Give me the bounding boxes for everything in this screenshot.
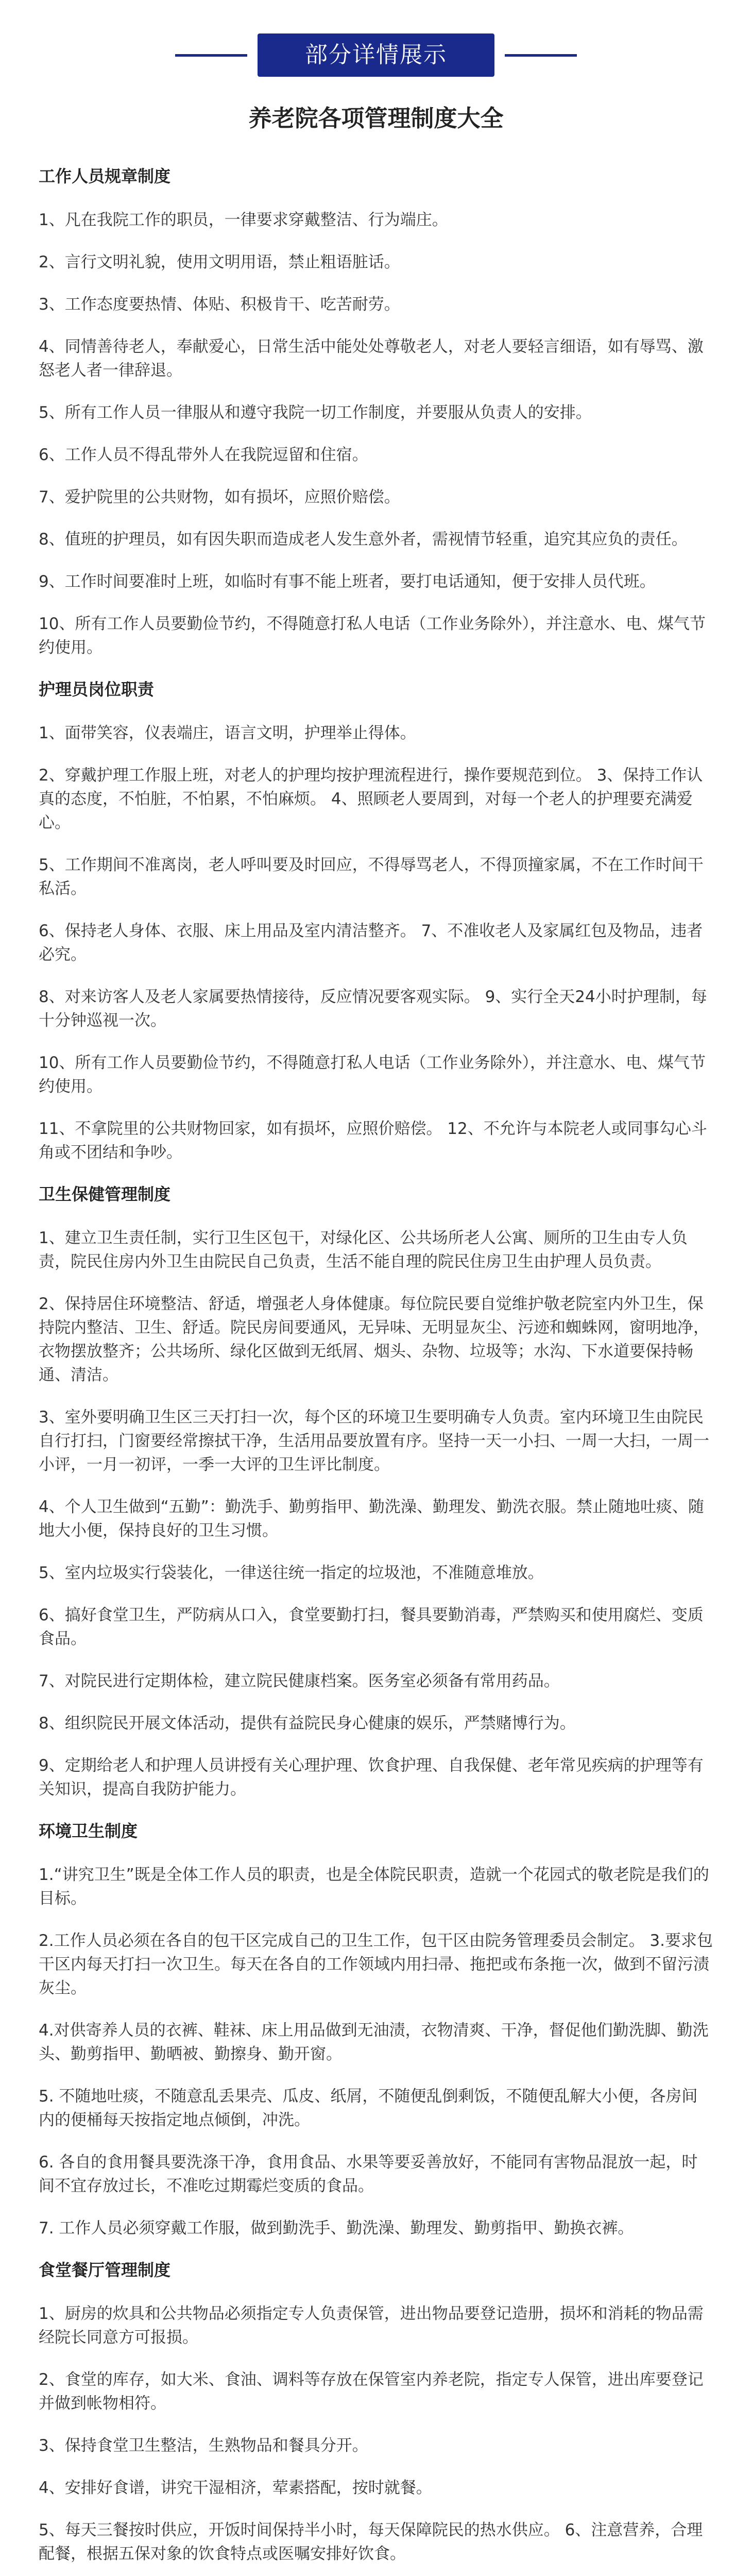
paragraph: 2.工作人员必须在各自的包干区完成自己的卫生工作，包干区由院务管理委员会制定。 3.要求包干区内每天打扫一次卫生。每天在各自的工作领域内用扫帚、拖把或布条拖一次，做到不留污渍灰尘。 [39,1931,713,1997]
paragraph: 4、同情善待老人，奉献爱心，日常生活中能处处尊敬老人，对老人要轻言细语，如有辱骂、激怒老人者一律辞退。 [39,337,704,380]
paragraph: 5、所有工作人员一律服从和遵守我院一切工作制度，并要服从负责人的安排。 [39,403,592,422]
paragraph: 9、定期给老人和护理人员讲授有关心理护理、饮食护理、自我保健、老年常见疾病的护理等有关知识，提高自我防护能力。 [39,1756,704,1799]
section-heading: 工作人员规章制度 [39,166,171,186]
paragraph: 7、对院民进行定期体检，建立院民健康档案。医务室必须备有常用药品。 [39,1672,560,1690]
top-banner [0,28,752,75]
paragraph: 8、组织院民开展文体活动，提供有益院民身心健康的娱乐，严禁赌博行为。 [39,1714,576,1733]
paragraph: 5. 不随地吐痰，不随意乱丢果壳、瓜皮、纸屑，不随便乱倒剩饭，不随便乱解大小便，各房间内的便桶每天按指定地点倾倒，冲洗。 [39,2087,698,2129]
banner-label: 部分详情展示 [258,33,494,77]
paragraph: 4、安排好食谱，讲究干湿相济，荤素搭配，按时就餐。 [39,2479,432,2497]
paragraph: 6、工作人员不得乱带外人在我院逗留和住宿。 [39,446,368,464]
section [39,1820,713,2240]
paragraph: 2、言行文明礼貌，使用文明用语，禁止粗语脏话。 [39,253,400,272]
paragraph: 6、保持老人身体、衣服、床上用品及室内清洁整齐。 7、不准收老人及家属红包及物品，违者必究。 [39,922,703,964]
paragraph: 7、爱护院里的公共财物，如有损坏，应照价赔偿。 [39,488,400,506]
paragraph: 10、所有工作人员要勤俭节约，不得随意打私人电话（工作业务除外），并注意水、电、煤气节约使用。 [39,615,706,657]
paragraph: 8、值班的护理员，如有因失职而造成老人发生意外者，需视情节轻重，追究其应负的责任。 [39,530,688,549]
paragraph: 5、工作期间不准离岗，老人呼叫要及时回应，不得辱骂老人，不得顶撞家属，不在工作时间干私活。 [39,856,704,898]
paragraph: 1.“讲究卫生”既是全体工作人员的职责，也是全体院民职责，造就一个花园式的敬老院是我们的目标。 [39,1866,709,1908]
paragraph: 1、建立卫生责任制，实行卫生区包干，对绿化区、公共场所老人公寓、厕所的卫生由专人负责，院民住房内外卫生由院民自己负责，生活不能自理的院民住房卫生由护理人员负责。 [39,1229,688,1271]
section-heading: 护理员岗位职责 [39,680,155,699]
section [39,1183,713,1801]
paragraph: 3、保持食堂卫生整洁，生熟物品和餐具分开。 [39,2436,368,2455]
paragraph: 5、室内垃圾实行袋装化，一律送往统一指定的垃圾池，不准随意堆放。 [39,1564,544,1582]
paragraph: 1、凡在我院工作的职员，一律要求穿戴整洁、行为端庄。 [39,211,448,229]
paragraph: 1、厨房的炊具和公共物品必须指定专人负责保管，进出物品要登记造册，损坏和消耗的物品需经院长同意方可报损。 [39,2304,704,2347]
paragraph: 3、室外要明确卫生区三天打扫一次，每个区的环境卫生要明确专人负责。室内环境卫生由院民自行打扫，门窗要经常擦拭干净，生活用品要放置有序。坚持一天一小扫、一周一大扫，一周一小评，一月一初评，一季一大评的卫生评比制度。 [39,1408,709,1474]
section [39,678,713,1164]
paragraph: 5、每天三餐按时供应，开饭时间保持半小时，每天保障院民的热水供应。 6、注意营养，合理配餐，根据五保对象的饮食特点或医嘱安排好饮食。 [39,2521,703,2563]
paragraph: 4.对供寄养人员的衣裤、鞋袜、床上用品做到无油渍，衣物清爽、干净，督促他们勤洗脚、勤洗头、勤剪指甲、勤晒被、勤擦身、勤开窗。 [39,2021,709,2063]
document-title: 养老院各项管理制度大全 [248,105,504,132]
paragraph: 9、工作时间要准时上班，如临时有事不能上班者，要打电话通知，便于安排人员代班。 [39,572,656,591]
paragraph: 11、不拿院里的公共财物回家，如有损坏，应照价赔偿。 12、不允许与本院老人或同事勾心斗角或不团结和争吵。 [39,1120,707,1162]
paragraph: 2、保持居住环境整洁、舒适，增强老人身体健康。每位院民要自觉维护敬老院室内外卫生，保持院内整洁、卫生、舒适。院民房间要通风，无异味、无明显灰尘、污迹和蜘蛛网，窗明地净，衣物摆放整齐；公共场所、绿化区做到无纸屑、烟头、杂物、垃圾等；水沟、下水道要保持畅通、清洁。 [39,1295,709,1384]
section-heading: 卫生保健管理制度 [39,1184,171,1204]
paragraph: 1、面带笑容，仪表端庄，语言文明，护理举止得体。 [39,724,416,742]
paragraph: 2、穿戴护理工作服上班，对老人的护理均按护理流程进行，操作要规范到位。 3、保持工作认真的态度，不怕脏，不怕累，不怕麻烦。 4、照顾老人要周到，对每一个老人的护理要充满爱心。 [39,766,703,832]
section-heading: 环境卫生制度 [39,1821,138,1841]
paragraph: 3、工作态度要热情、体贴、积极肯干、吃苦耐劳。 [39,295,400,314]
section [39,2259,713,2576]
section-heading: 食堂餐厅管理制度 [39,2260,171,2280]
banner-divider-right [505,54,577,57]
paragraph: 8、对来访客人及老人家属要热情接待，反应情况要客观实际。 9、实行全天24小时护理制，每十分钟巡视一次。 [39,988,707,1030]
document-body [39,103,713,2576]
section [39,165,713,659]
paragraph: 7. 工作人员必须穿戴工作服，做到勤洗手、勤洗澡、勤理发、勤剪指甲、勤换衣裤。 [39,2219,634,2238]
paragraph: 6. 各自的食用餐具要洗涤干净，食用食品、水果等要妥善放好，不能同有害物品混放一起，时间不宜存放过长，不准吃过期霉烂变质的食品。 [39,2153,698,2195]
paragraph: 6、搞好食堂卫生，严防病从口入，食堂要勤打扫，餐具要勤消毒，严禁购买和使用腐烂、变质食品。 [39,1606,704,1648]
paragraph: 10、所有工作人员要勤俭节约，不得随意打私人电话（工作业务除外），并注意水、电、煤气节约使用。 [39,1054,706,1096]
banner-divider-left [175,54,247,57]
paragraph: 2、食堂的库存，如大米、食油、调料等存放在保管室内养老院，指定专人保管，进出库要登记并做到帐物相符。 [39,2370,704,2413]
paragraph: 4、个人卫生做到“五勤”：勤洗手、勤剪指甲、勤洗澡、勤理发、勤洗衣服。禁止随地吐痰、随地大小便，保持良好的卫生习惯。 [39,1498,704,1540]
